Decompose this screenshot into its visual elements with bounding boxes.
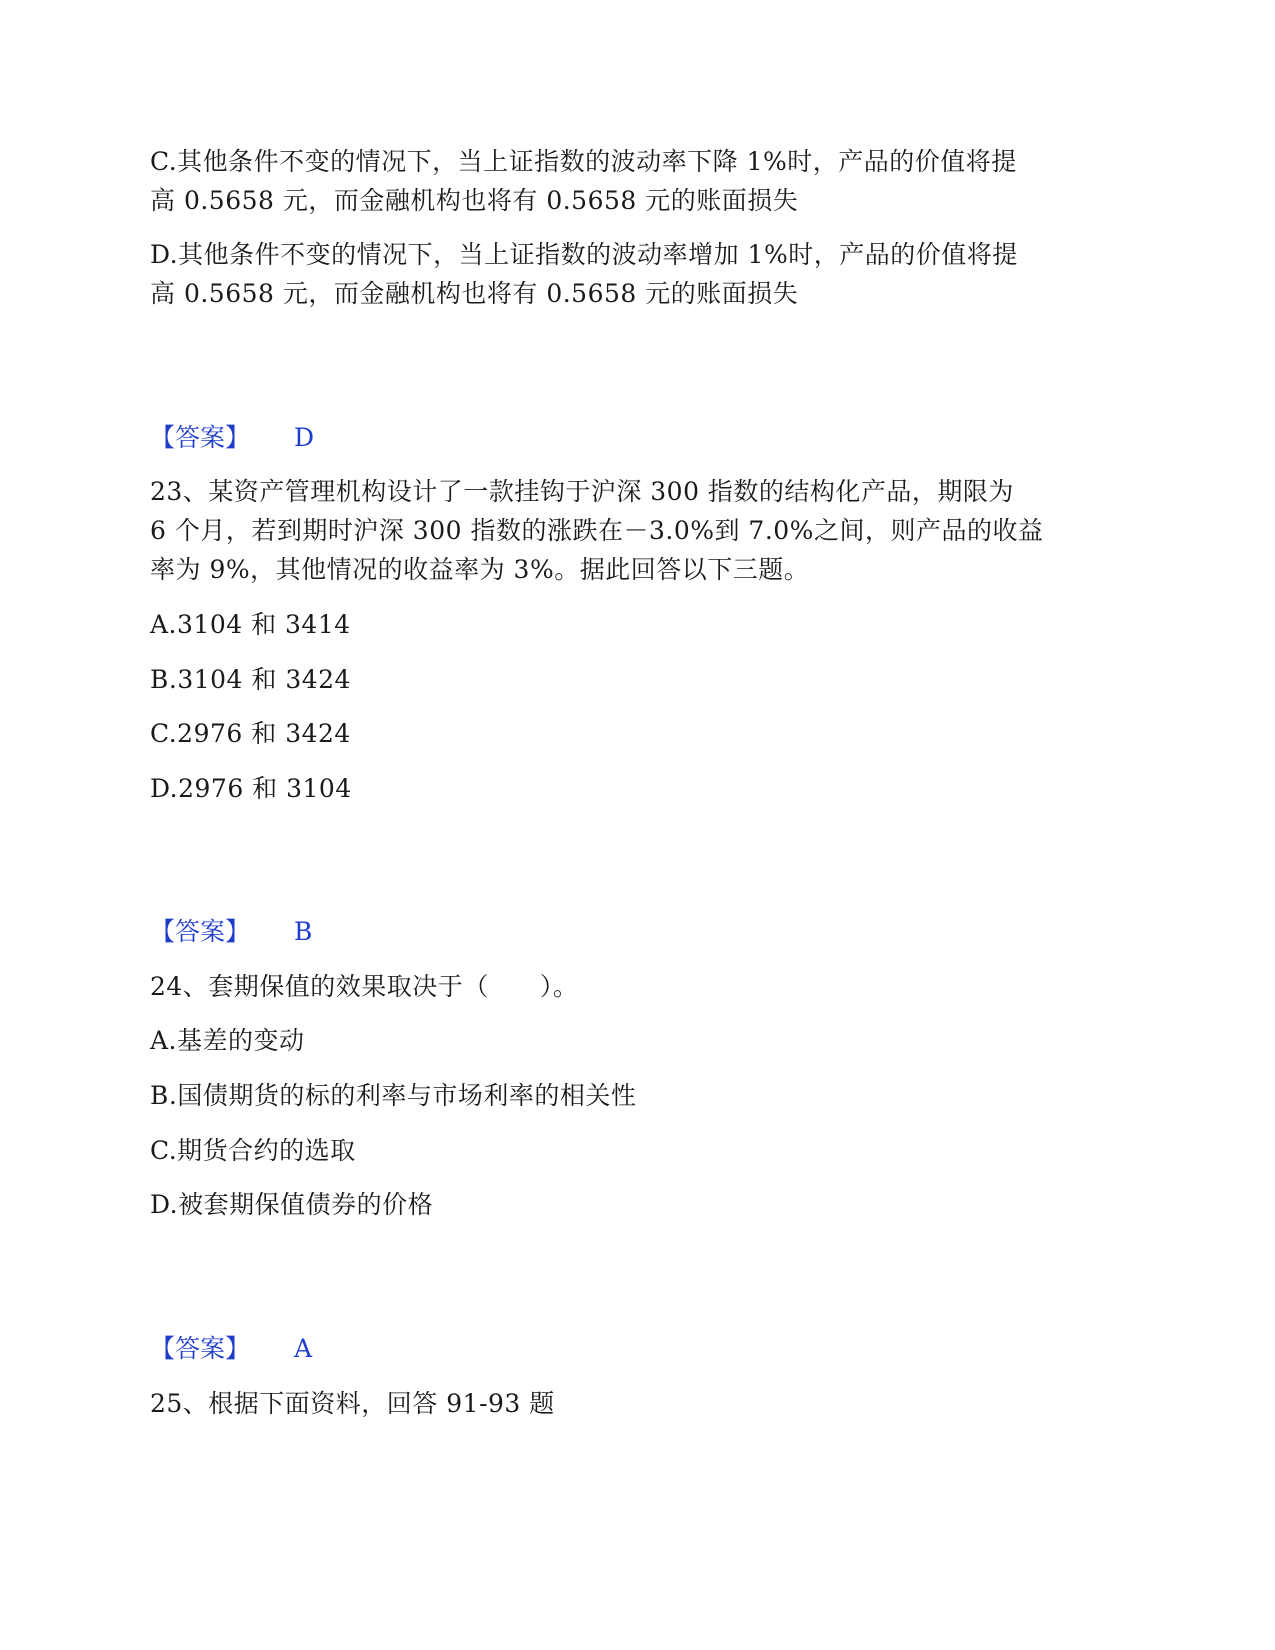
q23-stem-line2: 6 个月，若到期时沪深 300 指数的涨跌在－3.0%到 7.0%之间，则产品的收益: [150, 516, 1044, 545]
q24-stem: 24、套期保值的效果取决于（ ）。: [150, 972, 579, 1001]
q24-option-b: B.国债期货的标的利率与市场利率的相关性: [150, 1081, 637, 1110]
answer-label: 【答案】: [150, 423, 251, 452]
answer-label: 【答案】: [150, 1334, 251, 1363]
answer-label: 【答案】: [150, 917, 251, 946]
q23-option-c: C.2976 和 3424: [150, 719, 351, 748]
q23-option-b: B.3104 和 3424: [150, 665, 351, 694]
answer-value: D: [294, 423, 315, 452]
q24-option-a: A.基差的变动: [150, 1026, 305, 1055]
answer-value: B: [294, 917, 313, 946]
q23-stem-line3: 率为 9%，其他情况的收益率为 3%。据此回答以下三题。: [150, 555, 810, 584]
q23-answer: [150, 912, 312, 952]
q23-option-d: D.2976 和 3104: [150, 774, 352, 803]
q23-stem-line1: 23、某资产管理机构设计了一款挂钩于沪深 300 指数的结构化产品，期限为: [150, 477, 1014, 506]
q22-option-d-line1: D.其他条件不变的情况下，当上证指数的波动率增加 1%时，产品的价值将提: [150, 240, 1018, 269]
q22-option-c-line1: C.其他条件不变的情况下，当上证指数的波动率下降 1%时，产品的价值将提: [150, 147, 1017, 176]
answer-value: A: [294, 1334, 313, 1363]
q24-option-d: D.被套期保值债券的价格: [150, 1190, 434, 1219]
q22-option-d-line2: 高 0.5658 元，而金融机构也将有 0.5658 元的账面损失: [150, 279, 799, 308]
q24-answer: [150, 1329, 312, 1369]
q22-option-c-line2: 高 0.5658 元，而金融机构也将有 0.5658 元的账面损失: [150, 186, 799, 215]
q23-option-a: A.3104 和 3414: [150, 610, 351, 639]
q25-stem: 25、根据下面资料，回答 91-93 题: [150, 1389, 555, 1418]
q24-option-c: C.期货合约的选取: [150, 1136, 356, 1165]
q22-answer: [150, 418, 314, 458]
